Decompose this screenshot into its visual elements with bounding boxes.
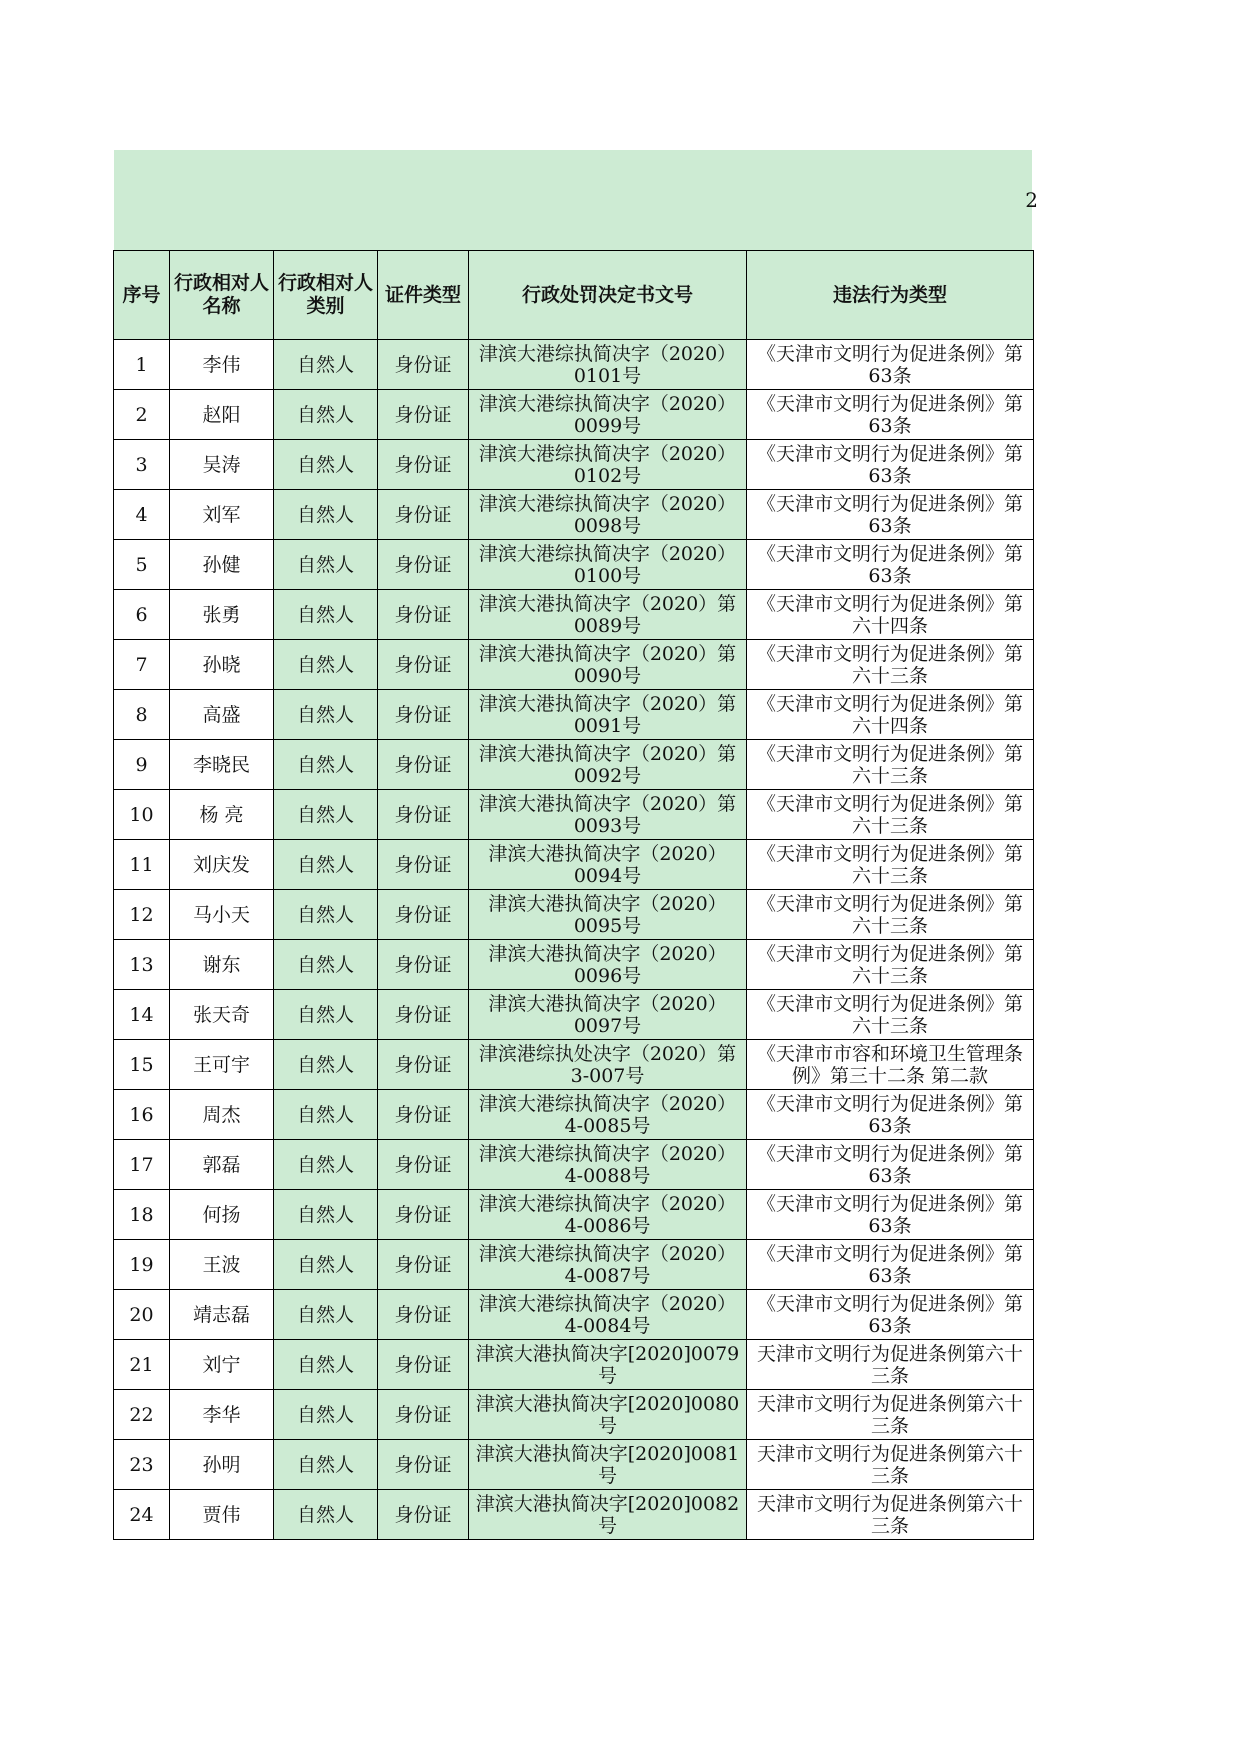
table-row bbox=[114, 790, 1034, 840]
cell-id-type: 身份证 bbox=[378, 590, 469, 640]
cell-id-type: 身份证 bbox=[378, 540, 469, 590]
cell-id-type: 身份证 bbox=[378, 1390, 469, 1440]
cell-no: 18 bbox=[114, 1190, 170, 1240]
cell-doc-no: 津滨大港综执简决字（2020）4-0085号 bbox=[469, 1090, 747, 1140]
cell-id-type: 身份证 bbox=[378, 490, 469, 540]
table-row bbox=[114, 690, 1034, 740]
header-name: 行政相对人名称 bbox=[170, 251, 274, 340]
cell-name: 吴涛 bbox=[170, 440, 274, 490]
cell-category: 自然人 bbox=[274, 1440, 378, 1490]
cell-name: 王波 bbox=[170, 1240, 274, 1290]
cell-name: 郭磊 bbox=[170, 1140, 274, 1190]
cell-category: 自然人 bbox=[274, 1090, 378, 1140]
page-title: 2 bbox=[1025, 188, 1038, 212]
table-row bbox=[114, 1040, 1034, 1090]
cell-violation: 天津市文明行为促进条例第六十三条 bbox=[747, 1390, 1034, 1440]
cell-id-type: 身份证 bbox=[378, 940, 469, 990]
table-row bbox=[114, 490, 1034, 540]
cell-no: 8 bbox=[114, 690, 170, 740]
cell-id-type: 身份证 bbox=[378, 440, 469, 490]
cell-category: 自然人 bbox=[274, 740, 378, 790]
cell-no: 5 bbox=[114, 540, 170, 590]
cell-name: 马小天 bbox=[170, 890, 274, 940]
table-row bbox=[114, 440, 1034, 490]
cell-name: 李华 bbox=[170, 1390, 274, 1440]
cell-category: 自然人 bbox=[274, 440, 378, 490]
cell-name: 李晓民 bbox=[170, 740, 274, 790]
cell-doc-no: 津滨大港执简决字（2020）第 0089号 bbox=[469, 590, 747, 640]
cell-violation: 《天津市文明行为促进条例》第63条 bbox=[747, 1090, 1034, 1140]
cell-doc-no: 津滨大港执简决字（2020）第 0090号 bbox=[469, 640, 747, 690]
cell-no: 4 bbox=[114, 490, 170, 540]
cell-category: 自然人 bbox=[274, 790, 378, 840]
cell-violation: 《天津市文明行为促进条例》第63条 bbox=[747, 540, 1034, 590]
cell-no: 14 bbox=[114, 990, 170, 1040]
cell-violation: 《天津市文明行为促进条例》第六十四条 bbox=[747, 590, 1034, 640]
cell-name: 高盛 bbox=[170, 690, 274, 740]
cell-no: 15 bbox=[114, 1040, 170, 1090]
cell-violation: 《天津市文明行为促进条例》第六十三条 bbox=[747, 890, 1034, 940]
table-row bbox=[114, 840, 1034, 890]
cell-doc-no: 津滨大港执简决字（2020）第 0093号 bbox=[469, 790, 747, 840]
cell-name: 张勇 bbox=[170, 590, 274, 640]
cell-category: 自然人 bbox=[274, 490, 378, 540]
cell-category: 自然人 bbox=[274, 990, 378, 1040]
table-row bbox=[114, 890, 1034, 940]
cell-name: 谢东 bbox=[170, 940, 274, 990]
cell-id-type: 身份证 bbox=[378, 840, 469, 890]
cell-category: 自然人 bbox=[274, 540, 378, 590]
cell-category: 自然人 bbox=[274, 640, 378, 690]
cell-doc-no: 津滨大港综执简决字（2020）0102号 bbox=[469, 440, 747, 490]
cell-violation: 《天津市文明行为促进条例》第六十三条 bbox=[747, 840, 1034, 890]
cell-no: 13 bbox=[114, 940, 170, 990]
table-row bbox=[114, 390, 1034, 440]
cell-violation: 《天津市文明行为促进条例》第六十三条 bbox=[747, 740, 1034, 790]
cell-id-type: 身份证 bbox=[378, 1290, 469, 1340]
cell-id-type: 身份证 bbox=[378, 1090, 469, 1140]
cell-category: 自然人 bbox=[274, 1340, 378, 1390]
cell-no: 2 bbox=[114, 390, 170, 440]
cell-no: 22 bbox=[114, 1390, 170, 1440]
table-row bbox=[114, 1090, 1034, 1140]
cell-category: 自然人 bbox=[274, 1140, 378, 1190]
table-row bbox=[114, 990, 1034, 1040]
cell-violation: 《天津市文明行为促进条例》第63条 bbox=[747, 1240, 1034, 1290]
table-row bbox=[114, 1240, 1034, 1290]
cell-category: 自然人 bbox=[274, 690, 378, 740]
cell-id-type: 身份证 bbox=[378, 1140, 469, 1190]
table-row bbox=[114, 540, 1034, 590]
cell-violation: 《天津市文明行为促进条例》第六十四条 bbox=[747, 690, 1034, 740]
cell-id-type: 身份证 bbox=[378, 640, 469, 690]
cell-id-type: 身份证 bbox=[378, 990, 469, 1040]
cell-no: 7 bbox=[114, 640, 170, 690]
cell-category: 自然人 bbox=[274, 1490, 378, 1540]
table-row bbox=[114, 1340, 1034, 1390]
cell-violation: 《天津市文明行为促进条例》第63条 bbox=[747, 390, 1034, 440]
cell-violation: 《天津市文明行为促进条例》第63条 bbox=[747, 1290, 1034, 1340]
cell-name: 李伟 bbox=[170, 340, 274, 390]
table-row bbox=[114, 640, 1034, 690]
header-id-type: 证件类型 bbox=[378, 251, 469, 340]
cell-doc-no: 津滨大港执简决字[2020]0082号 bbox=[469, 1490, 747, 1540]
table-row bbox=[114, 1290, 1034, 1340]
cell-id-type: 身份证 bbox=[378, 1340, 469, 1390]
cell-violation: 《天津市文明行为促进条例》第六十三条 bbox=[747, 640, 1034, 690]
cell-violation: 《天津市文明行为促进条例》第63条 bbox=[747, 440, 1034, 490]
cell-no: 3 bbox=[114, 440, 170, 490]
title-band bbox=[114, 150, 1038, 250]
cell-doc-no: 津滨大港综执简决字（2020）4-0086号 bbox=[469, 1190, 747, 1240]
cell-violation: 《天津市文明行为促进条例》第六十三条 bbox=[747, 790, 1034, 840]
header-row bbox=[114, 251, 1034, 340]
cell-doc-no: 津滨大港综执简决字（2020）0099号 bbox=[469, 390, 747, 440]
cell-id-type: 身份证 bbox=[378, 1490, 469, 1540]
cell-id-type: 身份证 bbox=[378, 1240, 469, 1290]
cell-category: 自然人 bbox=[274, 1290, 378, 1340]
table-row bbox=[114, 940, 1034, 990]
cell-doc-no: 津滨大港执简决字（2020）0096号 bbox=[469, 940, 747, 990]
cell-category: 自然人 bbox=[274, 940, 378, 990]
header-no: 序号 bbox=[114, 251, 170, 340]
cell-no: 21 bbox=[114, 1340, 170, 1390]
table-row bbox=[114, 740, 1034, 790]
cell-doc-no: 津滨大港综执简决字（2020）4-0087号 bbox=[469, 1240, 747, 1290]
cell-name: 靖志磊 bbox=[170, 1290, 274, 1340]
cell-id-type: 身份证 bbox=[378, 390, 469, 440]
cell-violation: 《天津市市容和环境卫生管理条例》第三十二条 第二款 bbox=[747, 1040, 1034, 1090]
table-row bbox=[114, 1140, 1034, 1190]
cell-violation: 《天津市文明行为促进条例》第63条 bbox=[747, 1140, 1034, 1190]
cell-id-type: 身份证 bbox=[378, 1040, 469, 1090]
cell-no: 16 bbox=[114, 1090, 170, 1140]
cell-violation: 《天津市文明行为促进条例》第六十三条 bbox=[747, 940, 1034, 990]
table-row bbox=[114, 1190, 1034, 1240]
cell-name: 张天奇 bbox=[170, 990, 274, 1040]
cell-id-type: 身份证 bbox=[378, 690, 469, 740]
cell-category: 自然人 bbox=[274, 390, 378, 440]
cell-name: 贾伟 bbox=[170, 1490, 274, 1540]
cell-violation: 天津市文明行为促进条例第六十三条 bbox=[747, 1340, 1034, 1390]
cell-doc-no: 津滨大港综执简决字（2020）0101号 bbox=[469, 340, 747, 390]
cell-id-type: 身份证 bbox=[378, 740, 469, 790]
cell-doc-no: 津滨大港执简决字[2020]0080号 bbox=[469, 1390, 747, 1440]
cell-no: 17 bbox=[114, 1140, 170, 1190]
cell-no: 23 bbox=[114, 1440, 170, 1490]
cell-no: 1 bbox=[114, 340, 170, 390]
cell-category: 自然人 bbox=[274, 890, 378, 940]
cell-id-type: 身份证 bbox=[378, 790, 469, 840]
table-row bbox=[114, 1490, 1034, 1540]
cell-doc-no: 津滨大港综执简决字（2020）0098号 bbox=[469, 490, 747, 540]
table-row bbox=[114, 1440, 1034, 1490]
cell-category: 自然人 bbox=[274, 840, 378, 890]
cell-no: 6 bbox=[114, 590, 170, 640]
table-row bbox=[114, 340, 1034, 390]
table-header bbox=[114, 251, 1034, 340]
cell-name: 刘军 bbox=[170, 490, 274, 540]
cell-doc-no: 津滨大港执简决字（2020）0095号 bbox=[469, 890, 747, 940]
cell-violation: 《天津市文明行为促进条例》第六十三条 bbox=[747, 990, 1034, 1040]
table-row bbox=[114, 590, 1034, 640]
cell-no: 19 bbox=[114, 1240, 170, 1290]
cell-doc-no: 津滨大港执简决字（2020）0097号 bbox=[469, 990, 747, 1040]
cell-no: 24 bbox=[114, 1490, 170, 1540]
penalty-table bbox=[113, 250, 1034, 1540]
cell-category: 自然人 bbox=[274, 590, 378, 640]
cell-category: 自然人 bbox=[274, 1240, 378, 1290]
cell-name: 王可宇 bbox=[170, 1040, 274, 1090]
cell-violation: 《天津市文明行为促进条例》第63条 bbox=[747, 340, 1034, 390]
cell-violation: 天津市文明行为促进条例第六十三条 bbox=[747, 1490, 1034, 1540]
cell-name: 刘宁 bbox=[170, 1340, 274, 1390]
cell-violation: 天津市文明行为促进条例第六十三条 bbox=[747, 1440, 1034, 1490]
cell-doc-no: 津滨港综执处决字（2020）第3-007号 bbox=[469, 1040, 747, 1090]
cell-name: 孙晓 bbox=[170, 640, 274, 690]
cell-category: 自然人 bbox=[274, 340, 378, 390]
table-row bbox=[114, 1390, 1034, 1440]
cell-doc-no: 津滨大港执简决字[2020]0079号 bbox=[469, 1340, 747, 1390]
table-body bbox=[114, 340, 1034, 1540]
cell-name: 孙健 bbox=[170, 540, 274, 590]
cell-no: 10 bbox=[114, 790, 170, 840]
cell-doc-no: 津滨大港综执简决字（2020）4-0084号 bbox=[469, 1290, 747, 1340]
cell-id-type: 身份证 bbox=[378, 1440, 469, 1490]
cell-name: 何扬 bbox=[170, 1190, 274, 1240]
cell-id-type: 身份证 bbox=[378, 890, 469, 940]
cell-category: 自然人 bbox=[274, 1390, 378, 1440]
cell-name: 赵阳 bbox=[170, 390, 274, 440]
cell-doc-no: 津滨大港执简决字（2020）0094号 bbox=[469, 840, 747, 890]
header-doc-no: 行政处罚决定书文号 bbox=[469, 251, 747, 340]
cell-doc-no: 津滨大港综执简决字（2020）0100号 bbox=[469, 540, 747, 590]
cell-violation: 《天津市文明行为促进条例》第63条 bbox=[747, 1190, 1034, 1240]
header-category: 行政相对人类别 bbox=[274, 251, 378, 340]
cell-doc-no: 津滨大港执简决字[2020]0081号 bbox=[469, 1440, 747, 1490]
cell-no: 11 bbox=[114, 840, 170, 890]
cell-doc-no: 津滨大港执简决字（2020）第 0092号 bbox=[469, 740, 747, 790]
cell-id-type: 身份证 bbox=[378, 340, 469, 390]
cell-name: 孙明 bbox=[170, 1440, 274, 1490]
cell-violation: 《天津市文明行为促进条例》第63条 bbox=[747, 490, 1034, 540]
cell-category: 自然人 bbox=[274, 1040, 378, 1090]
cell-no: 20 bbox=[114, 1290, 170, 1340]
header-violation: 违法行为类型 bbox=[747, 251, 1034, 340]
cell-name: 周杰 bbox=[170, 1090, 274, 1140]
cell-name: 杨 亮 bbox=[170, 790, 274, 840]
cell-id-type: 身份证 bbox=[378, 1190, 469, 1240]
cell-doc-no: 津滨大港综执简决字（2020）4-0088号 bbox=[469, 1140, 747, 1190]
cell-category: 自然人 bbox=[274, 1190, 378, 1240]
cell-no: 9 bbox=[114, 740, 170, 790]
cell-no: 12 bbox=[114, 890, 170, 940]
cell-doc-no: 津滨大港执简决字（2020）第 0091号 bbox=[469, 690, 747, 740]
cell-name: 刘庆发 bbox=[170, 840, 274, 890]
